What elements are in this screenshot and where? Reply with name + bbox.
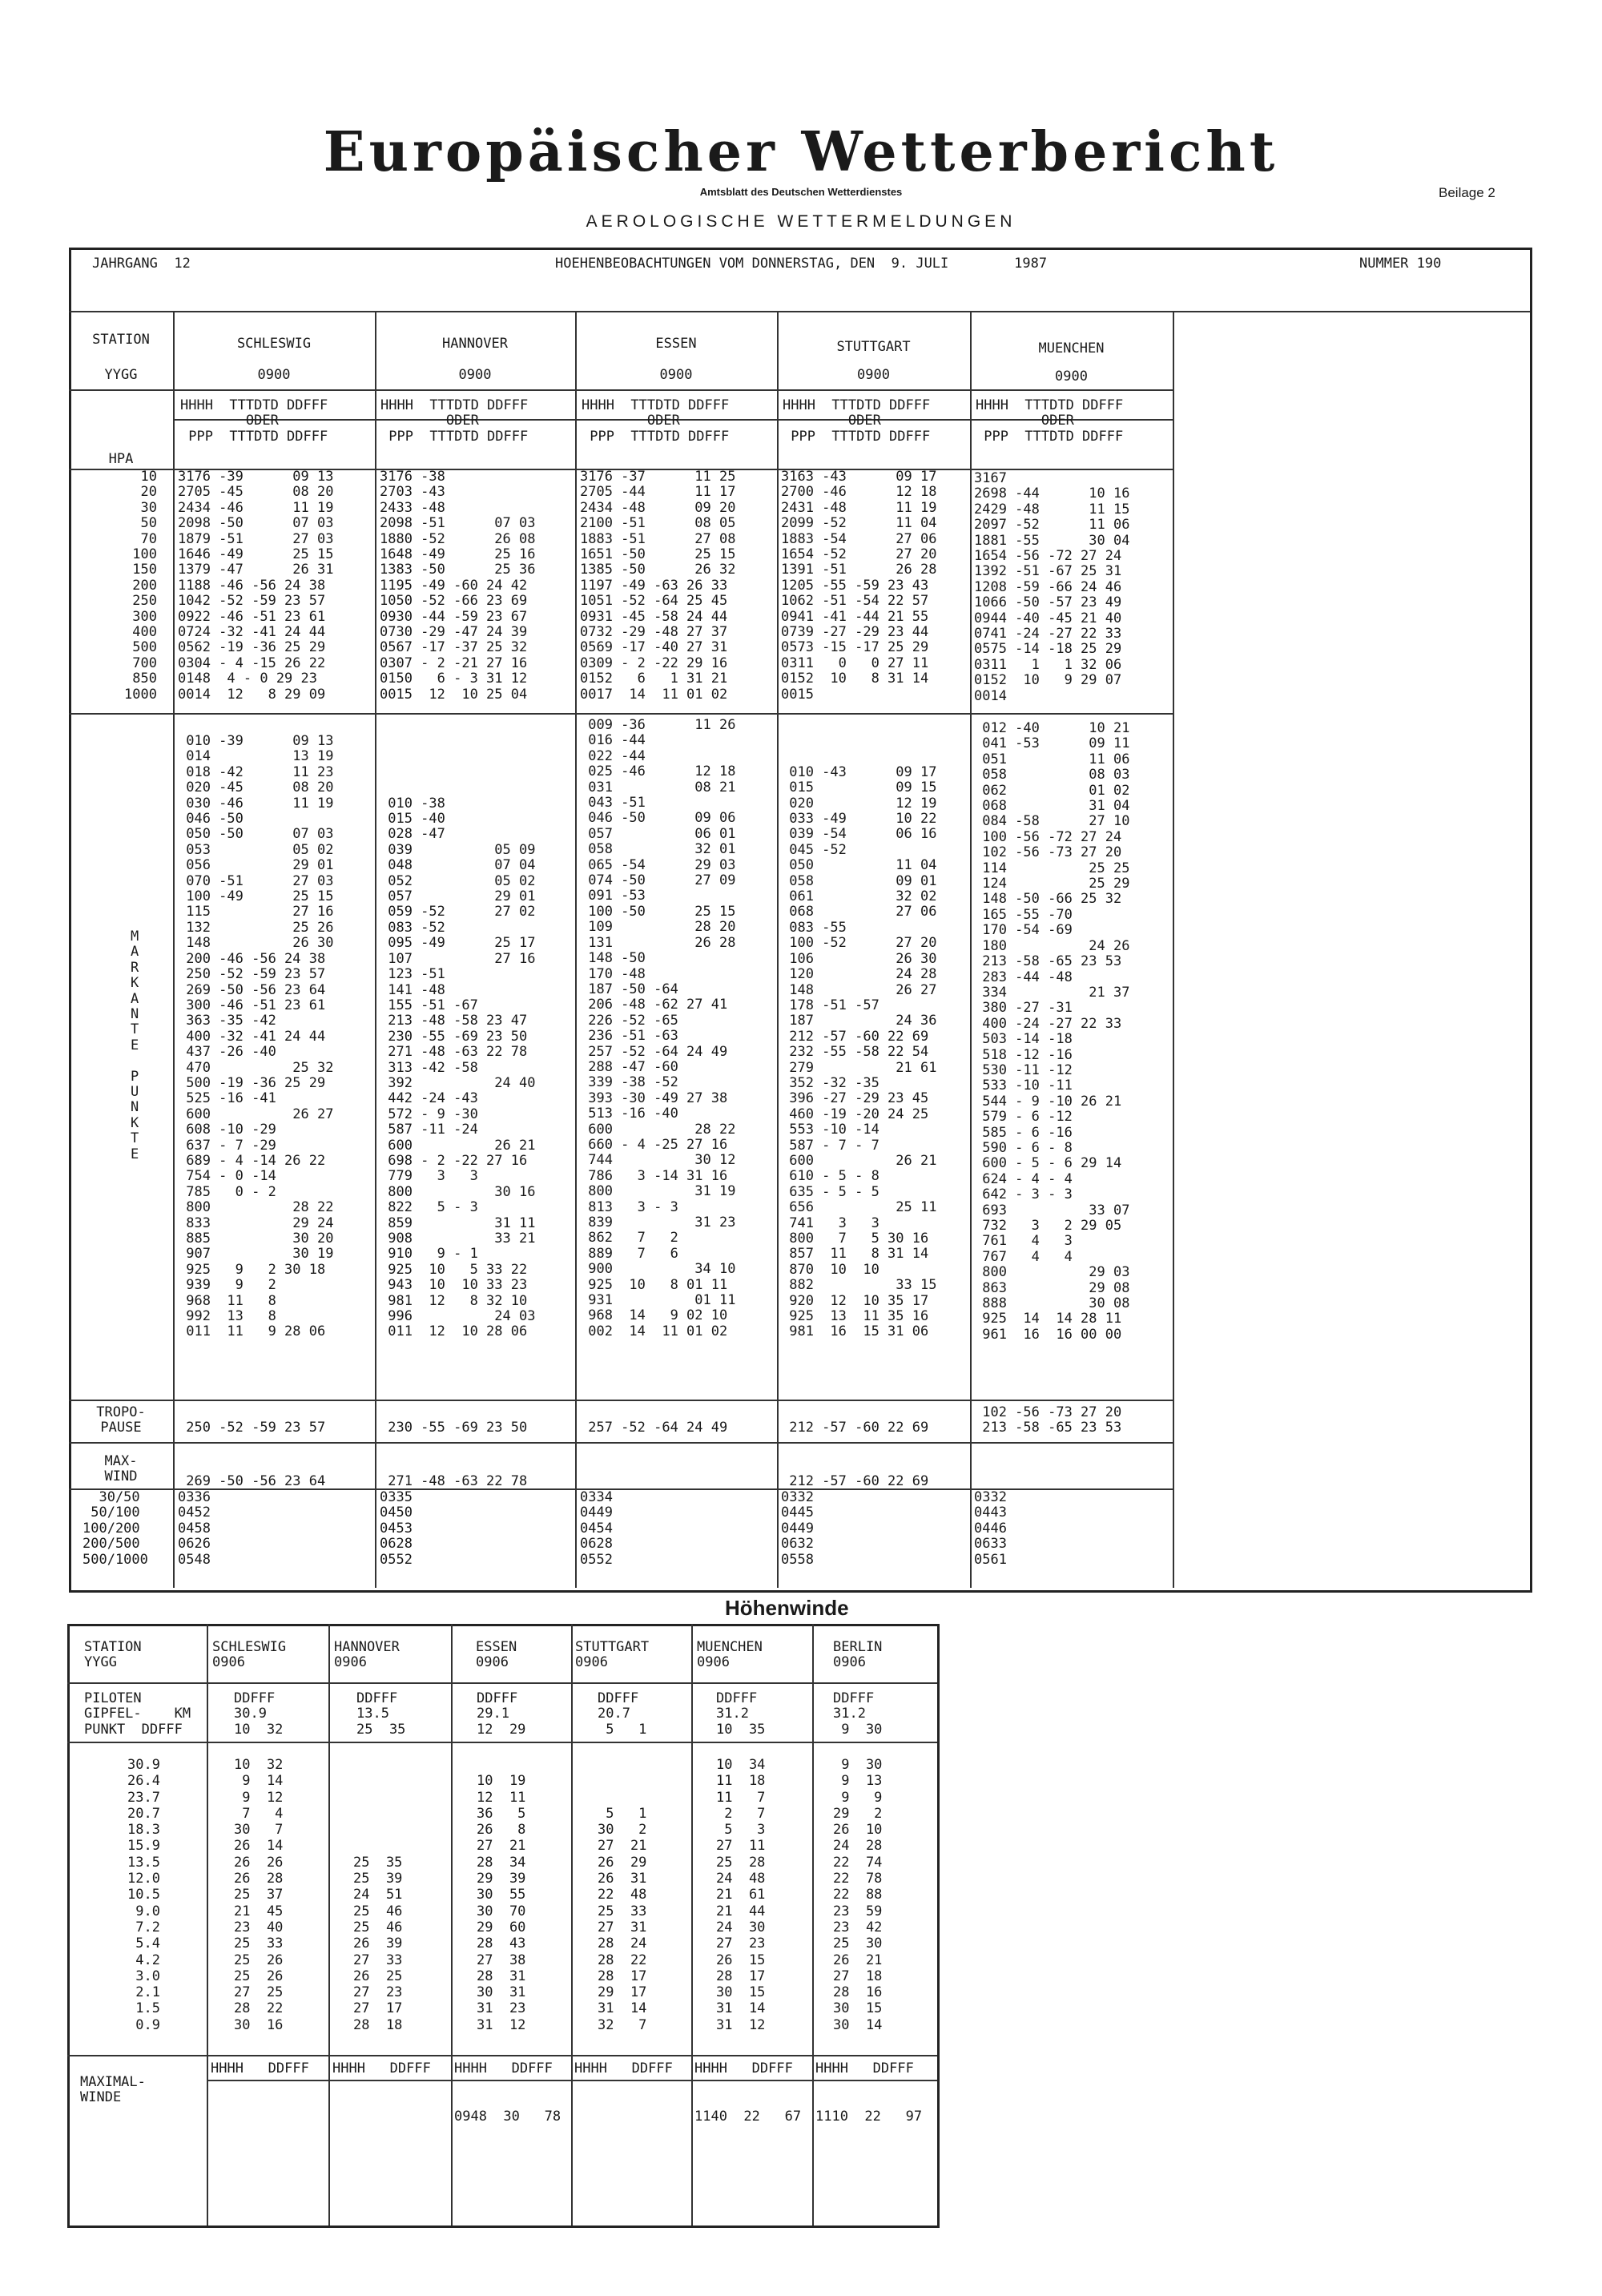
divider bbox=[67, 1742, 937, 1743]
station-tropopause: 230 -55 -69 23 50 bbox=[380, 1420, 528, 1436]
station-time: 0900 bbox=[257, 367, 291, 383]
station-name: SCHLESWIG bbox=[236, 336, 312, 352]
hw-winds: 10 34 11 18 11 7 2 7 5 3 27 11 25 28 24 48 21 61 21 44 24 30 27 23 26 15 28 17 30 15 31 14 31 12 bbox=[716, 1757, 766, 2033]
hw-max-header: HHHH DDFFF bbox=[574, 2060, 673, 2076]
divider bbox=[69, 713, 1173, 715]
hw-piloten: DDFFF 13.5 25 35 bbox=[356, 1690, 406, 1738]
hw-max-header: HHHH DDFFF bbox=[454, 2060, 553, 2076]
station-name: MUENCHEN bbox=[1038, 340, 1105, 356]
divider bbox=[69, 1442, 1173, 1444]
divider bbox=[375, 311, 376, 1588]
station-significant-points: 010 -43 09 17 015 09 15 020 12 19 033 -49 10 22 039 -54 06 16 045 -52 050 11 04 058 09 01 061 32 02 068 27 06 083 -55 100 -52 27 20 106 26 30 120 24 28 148 26 27 178 -51 -57 187 24 36 212 -57 -60 22 69 232 -55 -58 22 54 279 21 61 352 -32 -35 396 -27 -29 23 45 460 -19 -20 24 25 553 -10 -14 587 - 7 - 7 600 26 21 610 - 5 - 8 635 - 5 - 5 656 25 11 741 3 3 800 7 5 30 16 857 11 8 31 14 870 10 10 882 33 15 920 12 10 35 17 925 13 11 35 16 981 16 15 31 06 bbox=[789, 763, 937, 1340]
column-header: HHHH TTTDTD DDFFF ODER PPP TTTDTD DDFFF bbox=[976, 397, 1124, 445]
divider bbox=[69, 311, 1530, 312]
hw-maxwind: 1110 22 97 bbox=[815, 2109, 923, 2125]
layer-thickness-labels: 30/50 50/100 100/200 200/500 500/1000 bbox=[83, 1489, 148, 1568]
station-tropopause: 102 -56 -73 27 20 213 -58 -65 23 53 bbox=[982, 1404, 1122, 1436]
divider bbox=[575, 311, 577, 1588]
column-header: HHHH TTTDTD DDFFF ODER PPP TTTDTD DDFFF bbox=[582, 397, 730, 445]
divider bbox=[777, 311, 779, 1588]
station-significant-points: 010 -38 015 -40 028 -47 039 05 09 048 07 04 052 05 02 057 29 01 059 -52 27 02 083 -52 095 -49 25 17 107 27 16 123 -51 141 -48 155 -51 -67 213 -48 -58 23 47 230 -55 -69 23 50 271 -48 -63 22 78 313 -42 -58 392 24 40 442 -24 -43 572 - 9 -30 587 -11 -24 600 26 21 698 - 2 -22 27 16 779 3 3 800 30 16 822 5 - 3 859 31 11 908 33 21 910 9 - 1 925 10 5 33 22 943 10 10 33 23 981 12 8 32 10 996 24 03 011 12 10 28 06 bbox=[388, 795, 536, 1340]
hw-winds: 10 19 12 11 36 5 26 8 27 21 28 34 29 39 30 55 30 70 29 60 28 43 27 38 28 31 30 31 31 23 31 12 bbox=[477, 1773, 526, 2033]
station-name: STUTTGART bbox=[836, 339, 911, 355]
station-layer-thickness: 0332 0445 0449 0632 0558 bbox=[781, 1489, 814, 1568]
column-header: HHHH TTTDTD DDFFF ODER PPP TTTDTD DDFFF bbox=[783, 397, 931, 445]
divider bbox=[328, 1624, 330, 2226]
page-title: Europäischer Wetterbericht bbox=[323, 120, 1279, 184]
divider bbox=[69, 389, 1173, 391]
station-label: STATION bbox=[92, 332, 150, 348]
column-header: HHHH TTTDTD DDFFF ODER PPP TTTDTD DDFFF bbox=[380, 397, 529, 445]
station-main-levels: 3176 -38 2703 -43 2433 -48 2098 -51 07 03 1880 -52 26 08 1648 -49 25 16 1383 -50 25 36 1195 -49 -60 24 42 1050 -52 -66 23 69 0930 -44 -59 23 67 0730 -29 -47 24 39 0567 -17 -37 25 32 0307 - 2 -21 27 16 0150 6 - 3 31 12 0015 12 10 25 04 bbox=[380, 469, 536, 703]
supplement-label: Beilage 2 bbox=[1439, 185, 1495, 200]
observation-date: HOEHENBEOBACHTUNGEN VOM DONNERSTAG, DEN 9. JULI 1987 bbox=[555, 256, 1048, 272]
hw-piloten: DDFFF 30.9 10 32 bbox=[234, 1690, 284, 1738]
divider bbox=[691, 1624, 693, 2226]
station-main-levels: 3163 -43 09 17 2700 -46 12 18 2431 -48 11 19 2099 -52 11 04 1883 -54 27 06 1654 -52 27 20 1391 -51 26 28 1205 -55 -59 23 43 1062 -51 -54 22 57 0941 -41 -44 21 55 0739 -27 -29 23 44 0573 -15 -17 25 29 0311 0 0 27 11 0152 10 8 31 14 0015 bbox=[781, 469, 937, 703]
hw-winds: 25 35 25 39 24 51 25 46 25 46 26 39 27 33 26 25 27 23 27 17 28 18 bbox=[353, 1854, 403, 2033]
hw-piloten: DDFFF 20.7 5 1 bbox=[598, 1690, 647, 1738]
hw-station-name: BERLIN 0906 bbox=[833, 1639, 883, 1671]
hw-maxwind: 0948 30 78 bbox=[454, 2109, 562, 2125]
tropopause-label: TROPO- PAUSE bbox=[96, 1404, 146, 1436]
hw-station-name: STUTTGART 0906 bbox=[575, 1639, 650, 1671]
hw-max-header: HHHH DDFFF bbox=[332, 2060, 431, 2076]
station-name: ESSEN bbox=[655, 336, 697, 352]
hw-station-name: MUENCHEN 0906 bbox=[697, 1639, 763, 1671]
hw-station-label: STATION YYGG bbox=[84, 1639, 142, 1671]
hw-maxwind: 1140 22 67 bbox=[694, 2109, 802, 2125]
divider bbox=[812, 1624, 814, 2226]
station-maxwind: 212 -57 -60 22 69 bbox=[781, 1473, 929, 1489]
hw-heights: 30.9 26.4 23.7 20.7 18.3 15.9 13.5 12.0 10.5 9.0 7.2 5.4 4.2 3.0 2.1 1.5 0.9 bbox=[127, 1757, 160, 2033]
page-subtitle: Amtsblatt des Deutschen Wetterdienstes bbox=[699, 186, 903, 198]
divider bbox=[571, 1624, 573, 2226]
hw-winds: 10 32 9 14 9 12 7 4 30 7 26 14 26 26 26 28 25 37 21 45 23 40 25 33 25 26 25 26 27 25 28 22 30 16 bbox=[234, 1757, 284, 2033]
station-significant-points: 010 -39 09 13 014 13 19 018 -42 11 23 020 -45 08 20 030 -46 11 19 046 -50 050 -50 07 03 053 05 02 056 29 01 070 -51 27 03 100 -49 25 15 115 27 16 132 25 26 148 26 30 200 -46 -56 24 38 250 -52 -59 23 57 269 -50 -56 23 64 300 -46 -51 23 61 363 -35 -42 400 -32 -41 24 44 437 -26 -40 470 25 32 500 -19 -36 25 29 525 -16 -41 600 26 27 608 -10 -29 637 - 7 -29 689 - 4 -14 26 22 754 - 0 -14 785 0 - 2 800 28 22 833 29 24 885 30 20 907 30 19 925 9 2 30 18 939 9 2 968 11 8 992 13 8 011 11 9 28 06 bbox=[186, 733, 334, 1340]
station-time: 0900 bbox=[458, 367, 492, 383]
hw-max-header: HHHH DDFFF bbox=[815, 2060, 914, 2076]
issue-number: NUMMER 190 bbox=[1359, 256, 1442, 272]
station-maxwind: 269 -50 -56 23 64 bbox=[178, 1473, 326, 1489]
divider bbox=[1173, 311, 1174, 1588]
hw-station-name: SCHLESWIG 0906 bbox=[212, 1639, 287, 1671]
hw-piloten: DDFFF 31.2 9 30 bbox=[833, 1690, 883, 1738]
station-layer-thickness: 0335 0450 0453 0628 0552 bbox=[380, 1489, 413, 1568]
hw-station-name: HANNOVER 0906 bbox=[334, 1639, 400, 1671]
hw-max-header: HHHH DDFFF bbox=[211, 2060, 309, 2076]
jahrgang-label: JAHRGANG 12 bbox=[92, 256, 191, 272]
column-header: HHHH TTTDTD DDFFF ODER PPP TTTDTD DDFFF bbox=[180, 397, 328, 445]
hpa-label: HPA bbox=[108, 451, 134, 467]
hw-piloten: DDFFF 31.2 10 35 bbox=[716, 1690, 766, 1738]
station-main-levels: 3176 -37 11 25 2705 -44 11 17 2434 -48 09 20 2100 -51 08 05 1883 -51 27 08 1651 -50 25 15 1385 -50 26 32 1197 -49 -63 26 33 1051 -52 -64 25 45 0931 -45 -58 24 44 0732 -29 -48 27 37 0569 -17 -40 27 31 0309 - 2 -22 29 16 0152 6 1 31 21 0017 14 11 01 02 bbox=[580, 469, 736, 703]
station-tropopause: 212 -57 -60 22 69 bbox=[781, 1420, 929, 1436]
divider bbox=[173, 311, 175, 1588]
station-maxwind: 271 -48 -63 22 78 bbox=[380, 1473, 528, 1489]
station-time: 0900 bbox=[659, 367, 693, 383]
divider bbox=[67, 2055, 937, 2056]
markante-punkte-label: M A R K A N T E P U N K T E bbox=[131, 928, 139, 1162]
station-layer-thickness: 0334 0449 0454 0628 0552 bbox=[580, 1489, 613, 1568]
station-time: 0900 bbox=[1055, 369, 1088, 385]
station-significant-points: 012 -40 10 21 041 -53 09 11 051 11 06 058 08 03 062 01 02 068 31 04 084 -58 27 10 100 -56 -72 27 24 102 -56 -73 27 20 114 25 25 124 25 29 148 -50 -66 25 32 165 -55 -70 170 -54 -69 180 24 26 213 -58 -65 23 53 283 -44 -48 334 21 37 380 -27 -31 400 -24 -27 22 33 503 -14 -18 518 -12 -16 530 -11 -12 533 -10 -11 544 - 9 -10 26 21 579 - 6 -12 585 - 6 -16 590 - 6 - 8 600 - 5 - 6 29 14 624 - 4 - 4 642 - 3 - 3 693 33 07 732 3 2 29 05 761 4 3 767 4 4 800 29 03 863 29 08 888 30 08 925 14 14 28 11 961 16 16 00 00 bbox=[982, 720, 1130, 1343]
maxwind-label: MAX- WIND bbox=[104, 1453, 138, 1485]
station-tropopause: 257 -52 -64 24 49 bbox=[580, 1420, 728, 1436]
divider bbox=[451, 1624, 453, 2226]
station-time: 0900 bbox=[857, 367, 890, 383]
hw-winds: 5 1 30 2 27 21 26 29 26 31 22 48 25 33 27 31 28 24 28 22 28 17 29 17 31 14 32 7 bbox=[598, 1805, 647, 2033]
hoehenwinde-title: Höhenwinde bbox=[725, 1596, 849, 1620]
station-layer-thickness: 0336 0452 0458 0626 0548 bbox=[178, 1489, 211, 1568]
section-title: AEROLOGISCHE WETTERMELDUNGEN bbox=[586, 212, 1016, 231]
divider bbox=[69, 1400, 1173, 1401]
station-main-levels: 3176 -39 09 13 2705 -45 08 20 2434 -46 11 19 2098 -50 07 03 1879 -51 27 03 1646 -49 25 15 1379 -47 26 31 1188 -46 -56 24 38 1042 -52 -59 23 57 0922 -46 -51 23 61 0724 -32 -41 24 44 0562 -19 -36 25 29 0304 - 4 -15 26 22 0148 4 - 0 29 23 0014 12 8 29 09 bbox=[178, 469, 334, 703]
station-layer-thickness: 0332 0443 0446 0633 0561 bbox=[974, 1489, 1007, 1568]
yygg-label: YYGG bbox=[104, 367, 138, 383]
hw-winds: 9 30 9 13 9 9 29 2 26 10 24 28 22 74 22 78 22 88 23 59 23 42 25 30 26 21 27 18 28 16 30 15 30 14 bbox=[833, 1757, 883, 2033]
station-tropopause: 250 -52 -59 23 57 bbox=[178, 1420, 326, 1436]
station-name: HANNOVER bbox=[442, 336, 508, 352]
divider bbox=[207, 1624, 208, 2226]
hw-piloten: DDFFF 29.1 12 29 bbox=[477, 1690, 526, 1738]
hw-piloten-label: PILOTEN GIPFEL- KM PUNKT DDFFF bbox=[84, 1690, 191, 1738]
divider bbox=[970, 311, 972, 1588]
pressure-levels: 10 20 30 50 70 100 150 200 250 300 400 500 700 850 1000 bbox=[124, 469, 157, 703]
hw-max-header: HHHH DDFFF bbox=[694, 2060, 793, 2076]
station-main-levels: 3167 2698 -44 10 16 2429 -48 11 15 2097 -52 11 06 1881 -55 30 04 1654 -56 -72 27 24 1392 -51 -67 25 31 1208 -59 -66 24 46 1066 -50 -57 23 49 0944 -40 -45 21 40 0741 -24 -27 22 33 0575 -14 -18 25 29 0311 1 1 32 06 0152 10 9 29 07 0014 bbox=[974, 470, 1130, 704]
divider bbox=[67, 1682, 937, 1684]
station-significant-points: 009 -36 11 26 016 -44 022 -44 025 -46 12 18 031 08 21 043 -51 046 -50 09 06 057 06 01 058 32 01 065 -54 29 03 074 -50 27 09 091 -53 100 -50 25 15 109 28 20 131 26 28 148 -50 170 -48 187 -50 -64 206 -48 -62 27 41 226 -52 -65 236 -51 -63 257 -52 -64 24 49 288 -47 -60 339 -38 -52 393 -30 -49 27 38 513 -16 -40 600 28 22 660 - 4 -25 27 16 744 30 12 786 3 -14 31 16 800 31 19 813 3 - 3 839 31 23 862 7 2 889 7 6 900 34 10 925 10 8 01 11 931 01 11 968 14 9 02 10 002 14 11 01 02 bbox=[588, 717, 736, 1339]
hw-maximal-label: MAXIMAL- WINDE bbox=[80, 2074, 146, 2106]
hw-station-name: ESSEN 0906 bbox=[476, 1639, 517, 1671]
